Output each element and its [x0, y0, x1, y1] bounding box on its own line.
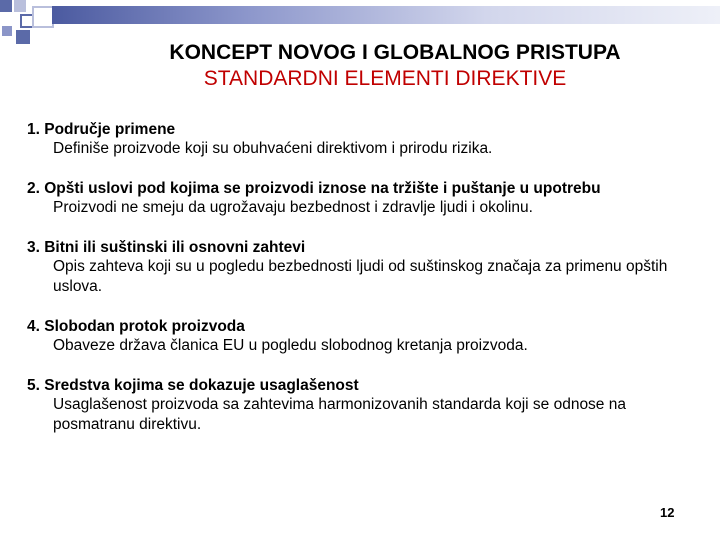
item-heading: 2. Opšti uslovi pod kojima se proizvodi iznose na tržište i puštanje u upotrebu	[27, 180, 601, 197]
decorative-square	[0, 0, 12, 12]
decorative-square	[2, 26, 12, 36]
decorative-square	[14, 0, 26, 12]
item-heading: 3. Bitni ili suštinski ili osnovni zahtevi	[27, 239, 306, 256]
item-description: Definiše proizvode koji su obuhvaćeni direktivom i prirodu rizika.	[53, 140, 493, 157]
list-item	[27, 376, 707, 435]
header-gradient-bar	[52, 6, 720, 24]
slide-title-block	[0, 40, 720, 92]
item-description: Opis zahteva koji su u pogledu bezbednosti ljudi od suštinskog značaja za primenu opštih uslova.	[53, 258, 668, 295]
item-description: Usaglašenost proizvoda sa zahtevima harmonizovanih standarda koji se odnose na posmatranu direktivu.	[53, 396, 626, 433]
list-item	[27, 317, 707, 356]
item-heading: 5. Sredstva kojima se dokazuje usaglašenost	[27, 377, 359, 394]
slide-subtitle: STANDARDNI ELEMENTI DIREKTIVE	[203, 67, 567, 90]
item-description: Obaveze država članica EU u pogledu slobodnog kretanja proizvoda.	[53, 337, 528, 354]
item-heading: 1. Područje primene	[27, 121, 176, 138]
list-item	[27, 238, 707, 297]
item-heading: 4. Slobodan protok proizvoda	[27, 318, 245, 335]
slide-title: KONCEPT NOVOG I GLOBALNOG PRISTUPA	[169, 41, 621, 64]
item-description: Proizvodi ne smeju da ugrožavaju bezbednost i zdravlje ljudi i okolinu.	[53, 199, 533, 216]
page-number: 12	[660, 505, 675, 520]
decorative-square	[32, 6, 54, 28]
list-item	[27, 179, 707, 218]
list-item	[27, 120, 707, 159]
content-list	[27, 120, 707, 455]
